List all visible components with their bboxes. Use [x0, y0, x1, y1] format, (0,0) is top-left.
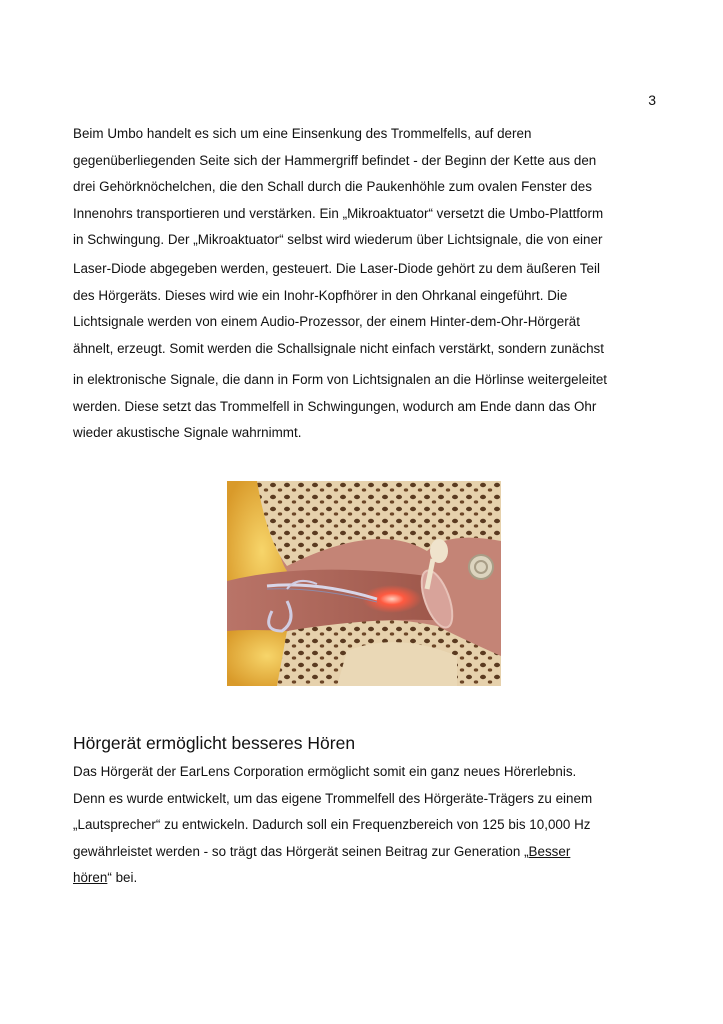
text-line: [73, 842, 663, 869]
text-line: werden. Diese setzt das Trommelfell in Schwingungen, wodurch am Ende dann das Ohr: [73, 398, 597, 414]
text-segment: gewährleistet werden - so trägt das Hörgerät seinen Beitrag zur Generation „: [73, 843, 529, 859]
text-line: Lichtsignale werden von einem Audio-Prozessor, der einem Hinter-dem-Ohr-Hörgerät: [73, 314, 580, 329]
text-line: [73, 868, 663, 895]
ear-canal-illustration: [227, 481, 501, 686]
text-line: gegenüberliegenden Seite sich der Hammergriff befindet - der Beginn der Kette aus den: [73, 152, 597, 168]
text-line: in Schwingung. Der „Mikroaktuator“ selbst wird wiederum über Lichtsignale, die von einer: [73, 232, 603, 247]
page-number: 3: [648, 92, 656, 108]
paragraph-signals: [73, 370, 663, 450]
text-line: Das Hörgerät der EarLens Corporation ermöglicht somit ein ganz neues Hörerlebnis.: [73, 764, 577, 779]
paragraph-umbo: [73, 124, 663, 257]
paragraph-laser-diode: [73, 259, 663, 365]
section-heading: Hörgerät ermöglicht besseres Hören: [73, 733, 356, 753]
besser-hoeren-link-continued[interactable]: hören: [73, 870, 108, 885]
text-line: ähnelt, erzeugt. Somit werden die Schallsignale nicht einfach verstärkt, sondern zunächst: [73, 340, 605, 356]
text-line: Beim Umbo handelt es sich um eine Einsenkung des Trommelfells, auf deren: [73, 126, 532, 141]
besser-hoeren-link[interactable]: Besser: [528, 843, 571, 859]
text-line: Innenohrs transportieren und verstärken. Ein „Mikroaktuator“ versetzt die Umbo-Plattform: [73, 205, 604, 221]
text-line: Laser-Diode abgegeben werden, gesteuert. Die Laser-Diode gehört zu dem äußeren Teil: [73, 261, 600, 276]
text-line: wieder akustische Signale wahrnimmt.: [73, 425, 302, 440]
text-line: Denn es wurde entwickelt, um das eigene Trommelfell des Hörgeräte-Trägers zu einem: [73, 790, 593, 806]
paragraph-better-hearing: [73, 762, 663, 895]
text-line: „Lautsprecher“ zu entwickeln. Dadurch soll ein Frequenzbereich von 125 bis 10,000 Hz: [73, 817, 591, 832]
text-line: drei Gehörknöchelchen, die den Schall durch die Paukenhöhle zum ovalen Fenster des: [73, 179, 592, 194]
text-line: des Hörgeräts. Dieses wird wie ein Inohr-Kopfhörer in den Ohrkanal eingeführt. Die: [73, 287, 568, 303]
text-segment: “ bei.: [107, 870, 138, 885]
text-line: in elektronische Signale, die dann in Form von Lichtsignalen an die Hörlinse weitergeleitet: [73, 372, 608, 387]
